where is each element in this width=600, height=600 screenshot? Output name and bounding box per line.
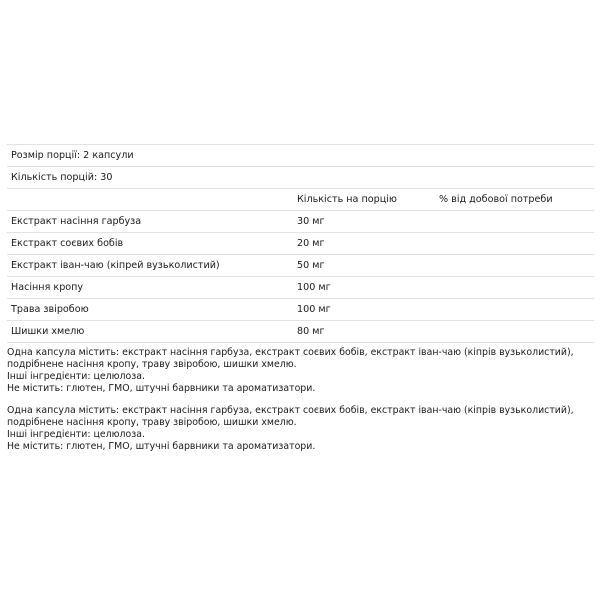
composition-paragraph xyxy=(7,405,594,453)
servings-count-label: Кількість порцій: 30 xyxy=(11,172,113,183)
ingredient-name: Екстракт іван-чаю (кіпрей вузьколистий) xyxy=(11,260,220,271)
ingredient-name: Трава звіробою xyxy=(11,304,89,315)
ingredient-amount: 30 мг xyxy=(297,216,325,227)
other-ingredients-line: Інші інгредієнти: целюлоза. xyxy=(7,428,145,440)
ingredient-name: Насіння кропу xyxy=(11,282,84,293)
contains-line-2: подрібнене насіння кропу, траву звіробою, шишки хмелю. xyxy=(7,358,297,370)
table-row xyxy=(7,233,594,255)
table-row xyxy=(7,255,594,277)
ingredient-amount: 100 мг xyxy=(297,282,331,293)
servings-count-row xyxy=(7,167,594,189)
composition-notes xyxy=(7,347,594,395)
other-ingredients-line: Інші інгредієнти: целюлоза. xyxy=(7,370,145,382)
ingredient-amount: 100 мг xyxy=(297,304,331,315)
ingredient-name: Шишки хмелю xyxy=(11,326,85,337)
ingredient-amount: 50 мг xyxy=(297,260,325,271)
serving-size-label: Розмір порції: 2 капсули xyxy=(11,150,134,161)
daily-value-column-header: % від добової потреби xyxy=(439,194,553,205)
supplement-facts-table xyxy=(7,144,594,343)
ingredient-name: Екстракт соєвих бобів xyxy=(11,238,124,249)
table-row xyxy=(7,321,594,343)
serving-size-row xyxy=(7,144,594,167)
contains-line-1: Одна капсула містить: екстракт насіння гарбуза, екстракт соєвих бобів, екстракт іван-чаю (кіпрів вузьколистий), xyxy=(7,405,574,416)
table-row xyxy=(7,299,594,321)
composition-paragraph xyxy=(7,347,594,395)
amount-column-header: Кількість на порцію xyxy=(297,194,397,205)
contains-line-1: Одна капсула містить: екстракт насіння гарбуза, екстракт соєвих бобів, екстракт іван-чаю (кіпрів вузьколистий), xyxy=(7,347,574,358)
table-row xyxy=(7,211,594,233)
table-header-row xyxy=(7,189,594,211)
contains-line-2: подрібнене насіння кропу, траву звіробою, шишки хмелю. xyxy=(7,416,297,428)
composition-notes-repeat xyxy=(7,405,594,453)
free-from-line: Не містить: глютен, ГМО, штучні барвники та ароматизатори. xyxy=(7,440,316,452)
ingredient-name: Екстракт насіння гарбуза xyxy=(11,216,142,227)
ingredient-amount: 20 мг xyxy=(297,238,325,249)
free-from-line: Не містить: глютен, ГМО, штучні барвники та ароматизатори. xyxy=(7,382,316,394)
table-row xyxy=(7,277,594,299)
ingredient-amount: 80 мг xyxy=(297,326,325,337)
